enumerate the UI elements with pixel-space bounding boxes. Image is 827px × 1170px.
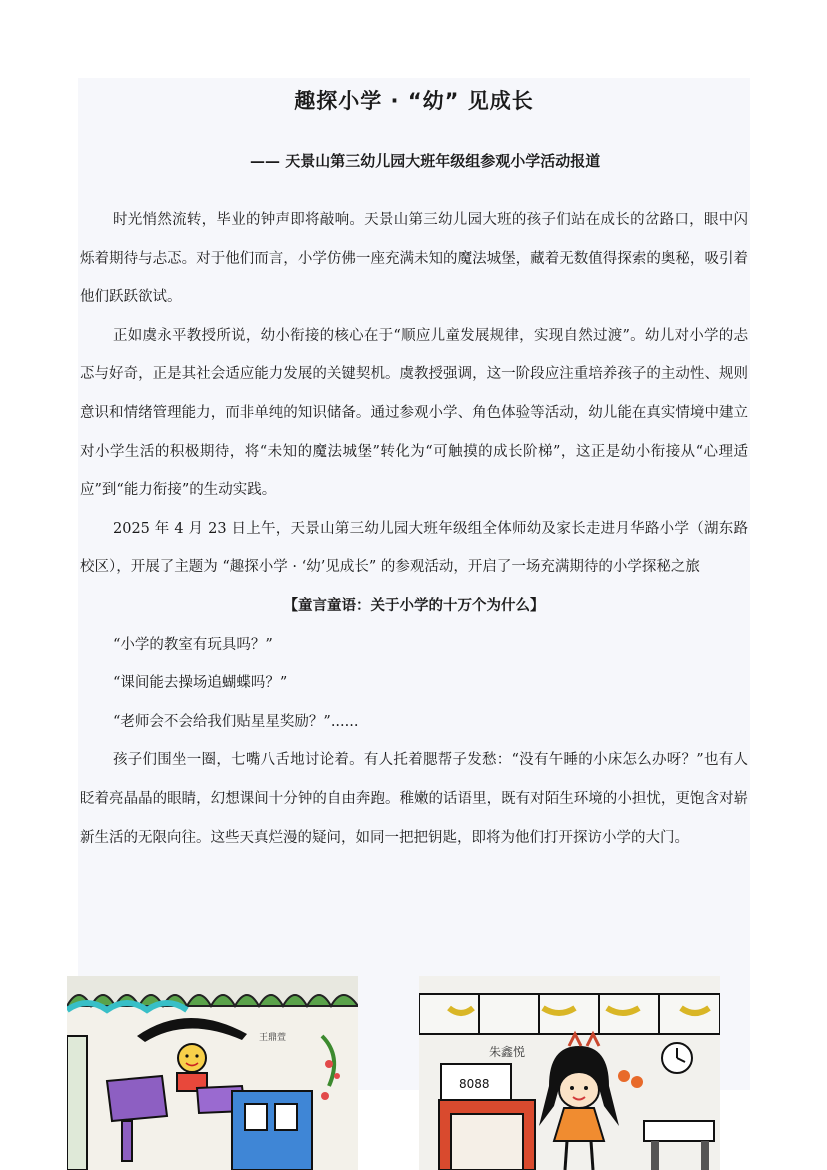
- paragraph-intro: 时光悄然流转，毕业的钟声即将敲响。天景山第三幼儿园大班的孩子们站在成长的岔路口，眼中闪烁着期待与忐忑。对于他们而言，小学仿佛一座充满未知的魔法城堡，藏着无数值得探索的奥秘，吸引着他们跃跃欲试。: [80, 212, 748, 306]
- section-heading: 【童言童语：关于小学的十万个为什么】: [283, 596, 545, 614]
- right-drawing-signature: 朱鑫悦: [489, 1045, 526, 1059]
- quote-stars: “老师会不会给我们贴星星奖励？”......: [113, 713, 359, 730]
- quote-toys: “小学的教室有玩具吗？”: [113, 636, 273, 653]
- article-body: [80, 201, 748, 857]
- paragraph-expert: 正如虞永平教授所说，幼小衔接的核心在于“顺应儿童发展规律，实现自然过渡”。幼儿对小学的忐忑与好奇，正是其社会适应能力发展的关键契机。虞教授强调，这一阶段应注重培养孩子的主动性、规则意识和情绪管理能力，而非单纯的知识储备。通过参观小学、角色体验等活动，幼儿能在真实情境中建立对小学生活的积极期待，将“未知的魔法城堡”转化为“可触摸的成长阶梯”，这正是幼小衔接从“心理适应”到“能力衔接”的生动实践。: [80, 327, 748, 499]
- paragraph-event: 2025 年 4 月 23 日上午，天景山第三幼儿园大班年级组全体师幼及家长走进月华路小学（湖东路校区），开展了主题为 “趣探小学 · ‘幼’见成长” 的参观活动，开启了一场充满期待的小学探秘之旅: [80, 520, 748, 576]
- child-drawing-girl: [419, 976, 720, 1170]
- child-drawing-classroom: [67, 976, 358, 1170]
- article-title: 趣探小学 · “幼” 见成长: [294, 89, 534, 113]
- left-drawing-signature: 王鼎萱: [259, 1033, 287, 1043]
- article-subtitle: —— 天景山第三幼儿园大班年级组参观小学活动报道: [250, 152, 601, 170]
- quote-butterflies: “课间能去操场追蝴蝶吗？”: [113, 675, 288, 692]
- right-drawing-counter: 8088: [459, 1077, 490, 1091]
- paragraph-closing: 孩子们围坐一圈，七嘴八舌地讨论着。有人托着腮帮子发愁：“没有午睡的小床怎么办呀？”也有人眨着亮晶晶的眼睛，幻想课间十分钟的自由奔跑。稚嫩的话语里，既有对陌生环境的小担忧，更饱含对崭新生活的无限向往。这些天真烂漫的疑问，如同一把把钥匙，即将为他们打开探访小学的大门。: [80, 752, 748, 846]
